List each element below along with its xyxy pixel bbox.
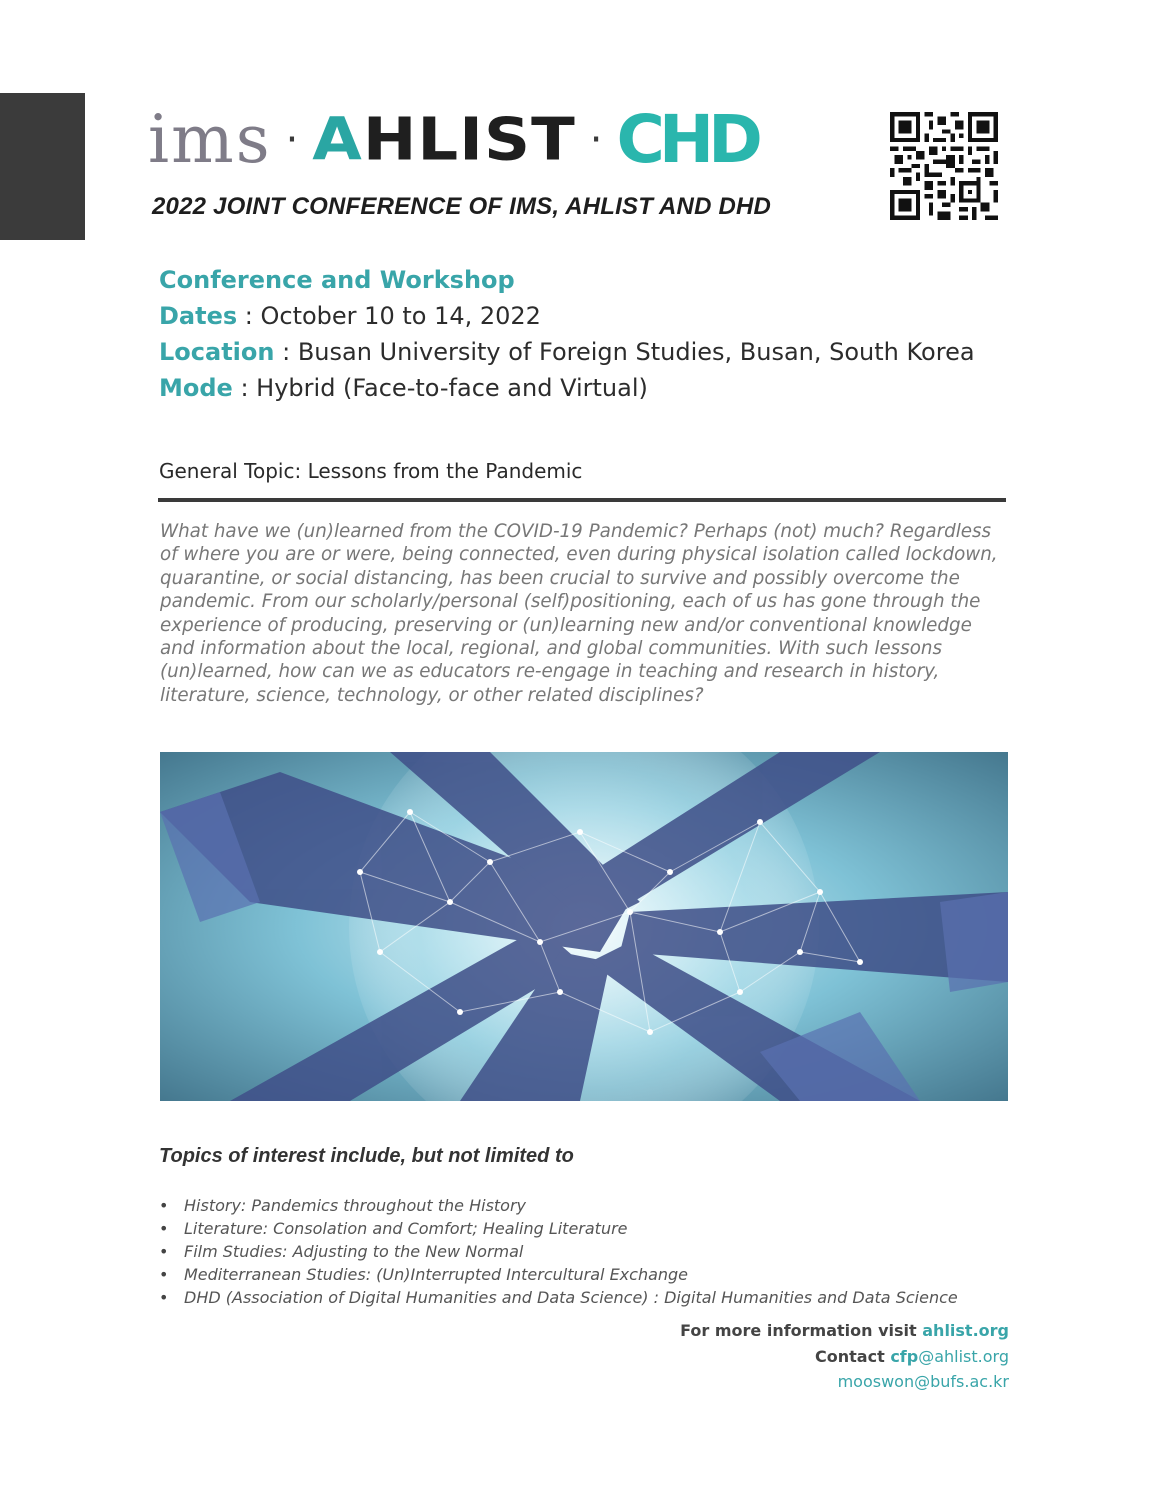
mode-value: : Hybrid (Face-to-face and Virtual) [232, 374, 648, 402]
more-info-line [680, 1318, 1009, 1344]
abstract-paragraph [160, 520, 1020, 707]
topic-item: • Film Studies: Adjusting to the New Normal [159, 1240, 958, 1263]
side-accent-block [0, 93, 85, 240]
abstract-line: and information about the local, regional, and global communities. With such lessons [160, 638, 943, 660]
qr-code-icon[interactable] [890, 112, 998, 220]
abstract-line: experience of producing, preserving or (un)learning new and/or conventional knowledge [160, 614, 972, 636]
logo-separator: · [589, 117, 603, 163]
topic-item: • Literature: Consolation and Comfort; Healing Literature [159, 1217, 958, 1240]
email-cfp-domain: @ahlist.org [918, 1346, 1009, 1366]
email-line-2 [680, 1369, 1009, 1395]
contact-line [680, 1344, 1009, 1370]
abstract-line: quarantine, or social distancing, has been crucial to survive and possibly overcome the [160, 567, 960, 589]
topics-list [159, 1194, 958, 1309]
conference-title: 2022 JOINT CONFERENCE OF IMS, AHLIST AND DHD [152, 193, 772, 220]
location-value: : Busan University of Foreign Studies, Busan, South Korea [274, 338, 975, 366]
mode-line [159, 370, 975, 406]
event-details [159, 262, 975, 406]
logo-separator: · [285, 117, 299, 163]
ahlist-logo [312, 105, 576, 175]
topics-heading: Topics of interest include, but not limited to [159, 1145, 574, 1167]
hero-image-hands-network [160, 752, 1008, 1101]
topic-item: • Mediterranean Studies: (Un)Interrupted Intercultural Exchange [159, 1263, 958, 1286]
general-topic: General Topic: Lessons from the Pandemic [159, 459, 583, 483]
website-link[interactable]: ahlist.org [922, 1321, 1009, 1340]
email-link-mooswon[interactable]: mooswon@bufs.ac.kr [837, 1372, 1009, 1391]
abstract-line: (un)learned, how can we as educators re-engage in teaching and research in history, [160, 661, 940, 683]
abstract-line: What have we (un)learned from the COVID-19 Pandemic? Perhaps (not) much? Regardless [160, 521, 992, 542]
email-cfp-user: cfp [890, 1346, 919, 1366]
ahlist-logo-initial: A [312, 105, 363, 175]
more-info-label: For more information visit [680, 1321, 923, 1340]
dates-line [159, 298, 975, 334]
ahlist-logo-rest: HLIST [362, 105, 576, 175]
contact-label: Contact [815, 1346, 891, 1366]
location-label: Location [159, 338, 275, 366]
abstract-line: literature, science, technology, or other related disciplines? [160, 684, 704, 706]
dates-label: Dates [159, 302, 238, 330]
dhd-logo: CHD [616, 101, 757, 178]
location-line [159, 334, 975, 370]
email-link-cfp[interactable] [890, 1347, 1009, 1366]
abstract-line: pandemic. From our scholarly/personal (self)positioning, each of us has gone through the [160, 591, 981, 613]
topic-item: • DHD (Association of Digital Humanities and Data Science) : Digital Humanities and Data Science [159, 1286, 958, 1309]
ims-logo: ims [148, 101, 272, 178]
event-heading: Conference and Workshop [159, 266, 515, 294]
dates-value: : October 10 to 14, 2022 [237, 302, 541, 330]
contact-footer [680, 1318, 1009, 1395]
section-divider [158, 498, 1006, 502]
mode-label: Mode [159, 374, 233, 402]
topic-item: • History: Pandemics throughout the History [159, 1194, 958, 1217]
header-logos [148, 100, 757, 180]
abstract-line: of where you are or were, being connected, even during physical isolation called lockdown, [160, 544, 998, 566]
